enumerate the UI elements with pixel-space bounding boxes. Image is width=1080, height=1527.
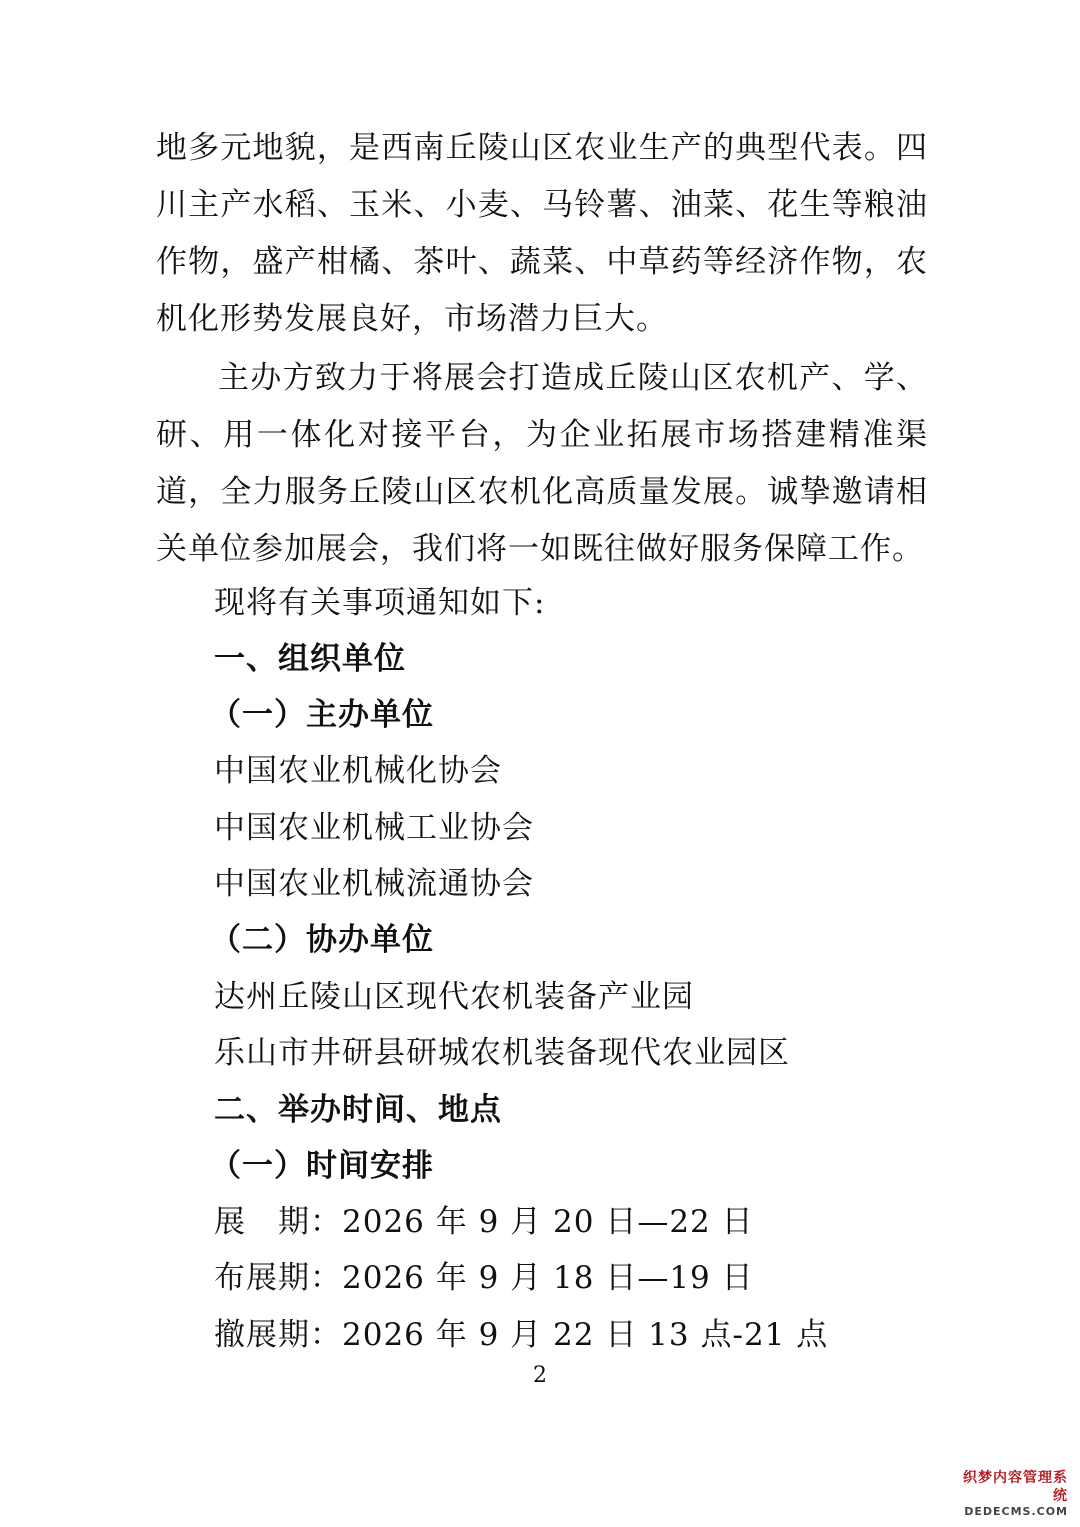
paragraph-agriculture-overview: 地多元地貌，是西南丘陵山区农业生产的典型代表。四川主产水稻、玉米、小麦、马铃薯、油菜、花生等粮油作物，盛产柑橘、茶叶、蔬菜、中草药等经济作物，农机化形势发展良好，市场潜力巨大。	[156, 130, 928, 337]
section-heading-organizers: 一、组织单位	[214, 641, 406, 677]
schedule-value: 2026 年 9 月 22 日 13 点-21 点	[342, 1317, 829, 1353]
schedule-value: 2026 年 9 月 18 日—19 日	[342, 1260, 754, 1296]
schedule-setup	[214, 1250, 754, 1307]
notice-intro: 现将有关事项通知如下:	[214, 585, 546, 621]
subheading-co-organizers: （二）协办单位	[210, 922, 434, 958]
watermark-domain: DEDECMS.COM	[964, 1505, 1068, 1518]
host-unit-2: 中国农业机械工业协会	[214, 810, 534, 846]
schedule-exhibition	[214, 1194, 754, 1251]
watermark-title: 织梦内容管理系统	[963, 1470, 1068, 1504]
host-unit-1: 中国农业机械化协会	[214, 753, 502, 789]
section-heading-time-place: 二、举办时间、地点	[214, 1092, 502, 1128]
co-organizer-1: 达州丘陵山区现代农机装备产业园	[214, 979, 694, 1015]
schedule-value: 2026 年 9 月 20 日—22 日	[342, 1204, 754, 1240]
schedule-label: 布展期：	[214, 1260, 342, 1296]
paragraph-organizer-goal: 主办方致力于将展会打造成丘陵山区农机产、学、研、用一体化对接平台，为企业拓展市场搭建精准渠道，全力服务丘陵山区农机化高质量发展。诚挚邀请相关单位参加展会，我们将一如既往做好服务保障工作。	[156, 360, 928, 567]
subheading-time-schedule: （一）时间安排	[210, 1148, 434, 1184]
page-number: 2	[533, 1363, 547, 1388]
schedule-label: 撤展期：	[214, 1317, 342, 1353]
schedule-teardown	[214, 1307, 828, 1364]
schedule-label: 展 期：	[214, 1204, 342, 1240]
host-unit-3: 中国农业机械流通协会	[214, 866, 534, 902]
co-organizer-2: 乐山市井研县研城农机装备现代农业园区	[214, 1035, 790, 1071]
subheading-host-units: （一）主办单位	[210, 697, 434, 733]
watermark	[952, 1469, 1068, 1519]
